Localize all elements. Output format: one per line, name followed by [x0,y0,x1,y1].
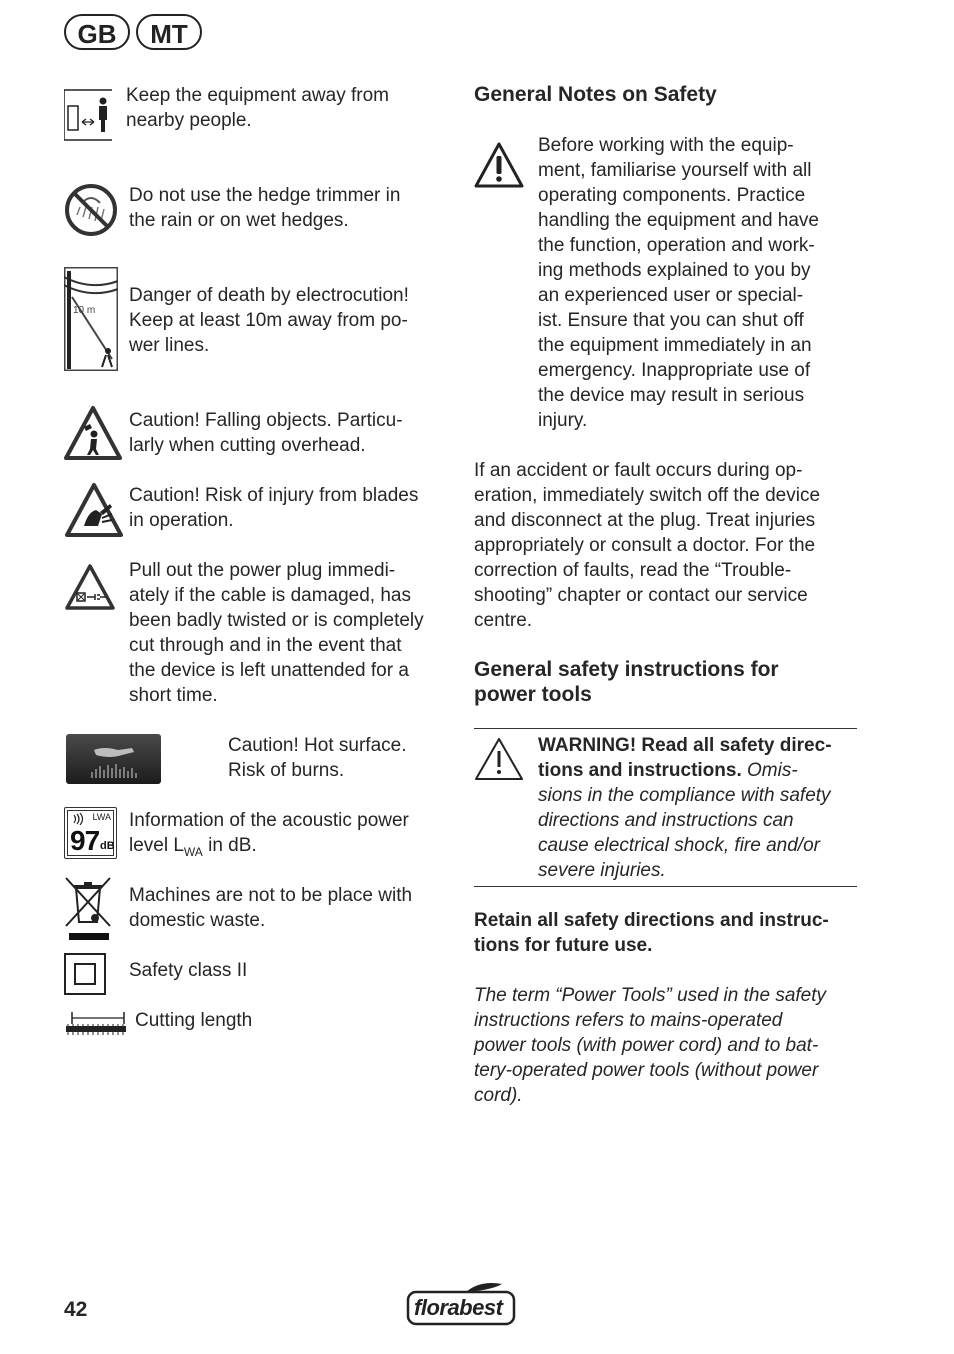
symbol-text-power-line: Danger of death by electrocution! Keep at least 10m away from po- wer lines. [129,285,409,356]
general-notes-text: Before working with the equip- ment, familiarise yourself with all operating components. Practice handling the equipment and have the function, operation and work- ing methods explained to you by an experienced user or special- ist. Ensure that you can shut off the equipment immediately in an emergency. Inappropriate use of the device may result in serious injury. [538,135,820,431]
falling-objects-icon [64,405,122,461]
symbol-text-safety-class: Safety class II [129,960,248,981]
sound-power-label: LWA [92,812,111,822]
no-rain-icon [64,183,118,237]
sound-power-text: Information of the acoustic power level L [129,810,409,856]
safety-class-ii-icon [64,953,106,995]
lang-badge-gb: GB [64,14,130,50]
crossed-bin-icon [64,876,114,942]
warning-text [538,733,858,883]
heading-power-tools: General safety instructions for power tools [474,658,779,706]
florabest-logo [406,1282,516,1326]
warning-italic-text: Omis- sions in the compliance with safety directions and instructions can cause electrical shock, fire and/or severe injuries. [538,760,831,881]
unplug-icon [64,563,116,611]
blade-injury-icon [64,482,124,538]
page-number: 42 [64,1298,88,1321]
power-line-distance-label: 10 m [73,305,96,316]
sound-power-subscript: WA [183,844,203,859]
cutting-length-icon [64,1008,128,1036]
symbol-text-crossed-bin: Machines are not to be place with domestic waste. [129,885,413,931]
warning-triangle-icon [474,141,524,189]
power-line-icon [64,267,118,371]
sound-power-text-end: in dB. [202,835,257,856]
symbol-text-hot-surface: Caution! Hot surface. Risk of burns. [228,735,407,781]
lang-badge-mt: MT [136,14,202,50]
logo-text: florabest [414,1295,503,1320]
sound-power-value: 97 [70,825,100,856]
retain-text: Retain all safety directions and instruc- tions for future use. [474,910,829,956]
accident-text: If an accident or fault occurs during op- eration, immediately switch off the device and disconnect at the plug. Treat injuries appropriately or consult a doctor. For the correction of faults, read the “Trouble- shooting” chapter or contact our service centre. [474,460,821,631]
warning-box-top-rule [474,728,857,729]
sound-wave-icon [71,813,85,825]
symbol-text-no-rain: Do not use the hedge trimmer in the rain or on wet hedges. [129,185,401,231]
sound-power-icon [64,807,117,859]
hot-surface-icon [66,734,161,784]
symbol-text-unplug: Pull out the power plug immedi- ately if the cable is damaged, has been badly twisted or is completely cut through and in the event that the device is left unattended for a short time. [129,560,424,706]
symbol-text-sound-power [129,808,409,858]
symbol-text-cutting-length: Cutting length [135,1010,253,1031]
keep-distance-icon [64,88,116,142]
warning-triangle-icon-2 [474,736,524,782]
symbol-text-keep-distance: Keep the equipment away from nearby people. [126,85,389,131]
symbol-text-blade-injury: Caution! Risk of injury from blades in operation. [129,485,419,531]
sound-power-unit: dB [100,840,115,852]
symbol-text-falling-objects: Caution! Falling objects. Particu- larly when cutting overhead. [129,410,403,456]
heading-general-notes: General Notes on Safety [474,83,717,106]
warning-bold-text: WARNING! Read all safety direc- tions and instructions. [538,735,832,781]
warning-box-bottom-rule [474,886,857,887]
term-text: The term “Power Tools” used in the safety instructions refers to mains-operated power tools (with power cord) and to bat- tery-operated power tools (without power cord). [474,985,827,1106]
